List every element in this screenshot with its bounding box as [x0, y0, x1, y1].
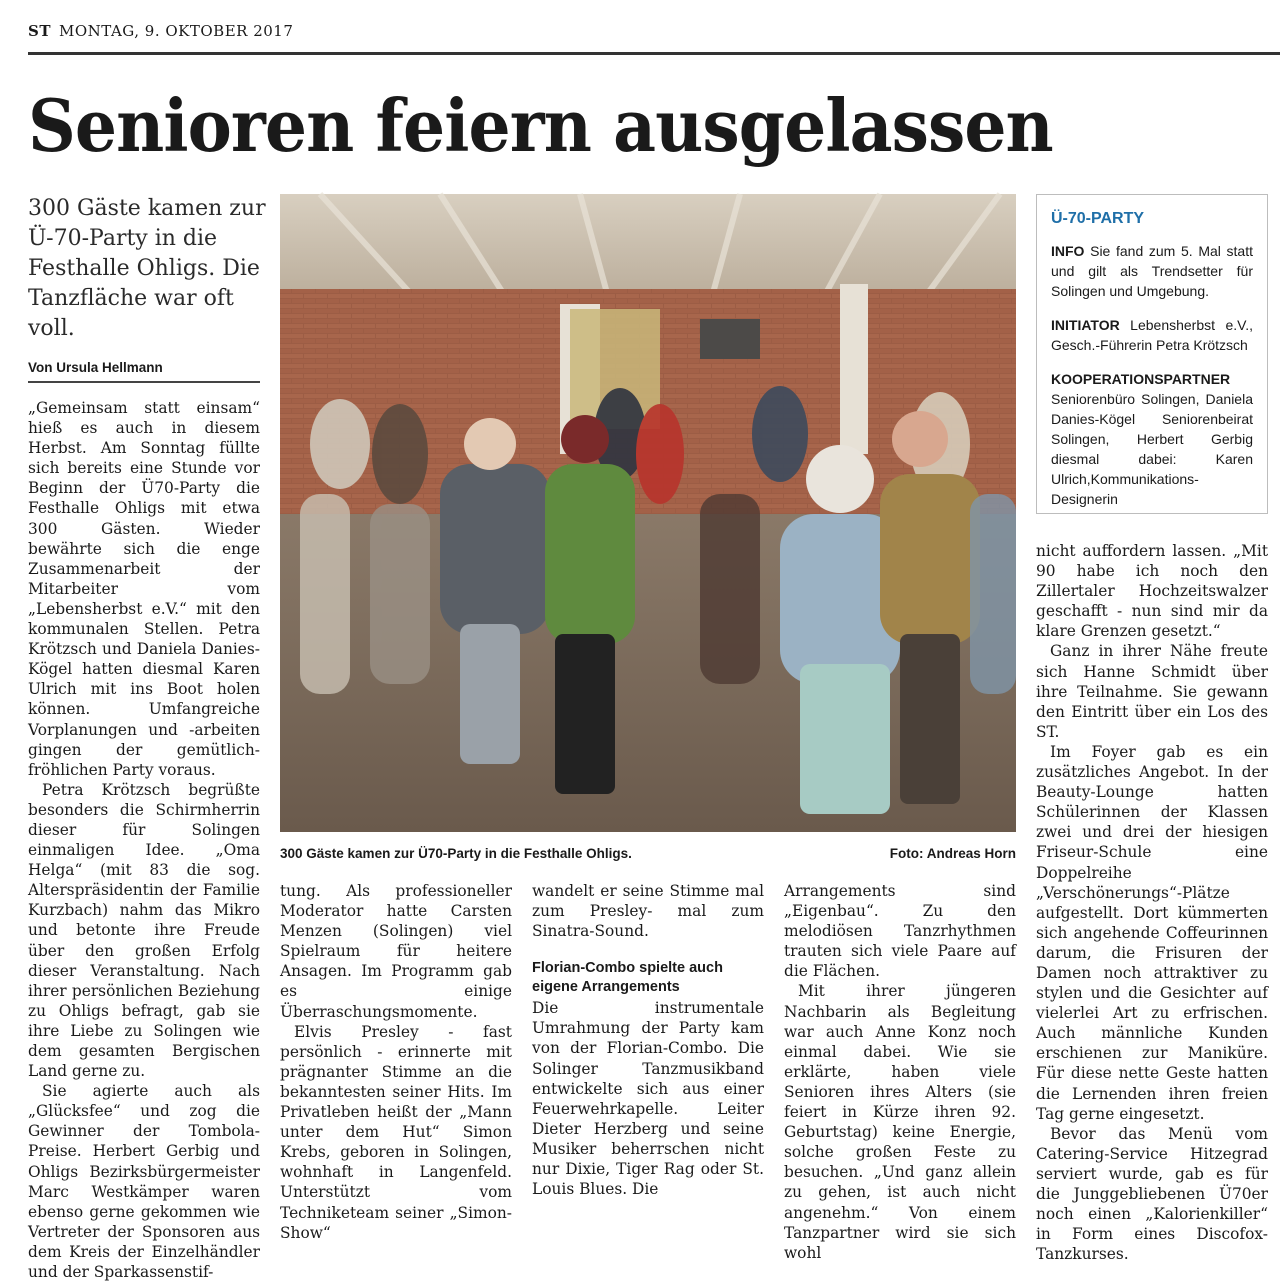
paragraph: Im Foyer gab es ein zusätzliches Angebot. In der Beauty-Lounge hatten Schülerinnen der Klassen zwei und drei der hiesigen Friseur-Schule eine Doppelreihe „Verschönerungs“-Plätze aufgestellt. Dort kümmerten sich angehende Coffeurinnen darum, die Frisuren der Damen noch attraktiver zu stylen und die Gesichter auf vielerlei Art zu erfrischen. Auch männliche Kunden erschienen zur Maniküre. Für diese nette Geste hatten die Lernenden ihren freien Tag gerne eingesetzt.: [1036, 742, 1268, 1123]
article-photo: [280, 194, 1016, 832]
info-box-title: Ü-70-PARTY: [1051, 210, 1145, 227]
paragraph: Sie agierte auch als „Glücksfee“ und zog die Gewinner der Tombola-Preise. Herbert Gerbig und Ohligs Bezirksbürgermeister Marc Westkämper waren ebenso gerne gekommen wie Vertreter der Sponsoren aus dem Kreis der Einzelhändler und der Sparkassenstif-: [28, 1082, 260, 1282]
partner-label: KOOPERATIONSPARTNER: [1051, 371, 1231, 387]
text-column-2: [280, 881, 512, 1243]
info-label: INFO: [1051, 243, 1085, 259]
dance-hall-photo: [280, 194, 1016, 832]
paragraph: Mit ihrer jüngeren Nachbarin als Begleitung war auch Anne Konz noch einmal dabei. Wie sie erklärte, haben viele Senioren ihres Alters (sie feiert in Kürze ihren 92. Geburtstag) keine Energie, solche großen Feste zu besuchen. „Und ganz allein zu gehen, ist auch nicht angenehm.“ Von einem Tanzpartner wird sie sich wohl: [784, 982, 1016, 1262]
paragraph: Elvis Presley - fast persönlich - erinnerte mit prägnanter Stimme an die bekanntesten seiner Hits. Im Privatleben heißt der „Mann unter dem Hut“ Simon Krebs, geboren in Solingen, wohnhaft in Langenfeld. Unterstützt vom Techniketeam seiner „Simon-Show“: [280, 1022, 512, 1242]
info-box-initiator: [1051, 315, 1253, 355]
info-box-partners: [1051, 369, 1253, 509]
paragraph: nicht auffordern lassen. „Mit 90 habe ich noch den Zillertaler Hochzeitswalzer geschafft - nun sind mir da klare Grenzen gesetzt.“: [1036, 542, 1268, 641]
text-column-4: [784, 881, 1016, 1263]
article-headline: Senioren feiern ausgelassen: [28, 83, 1053, 168]
paragraph: Petra Krötzsch begrüßte besonders die Schirmherrin dieser für Solingen einmaligen Idee. „Oma Helga“ (mit 83 die sog. Alterspräsidentin der Familie Kurzbach) nahm das Mikro und betonte ihre Freude über den großen Erfolg dieser Veranstaltung. Nach ihrer persönlichen Beziehung zu Ohligs befragt, gab sie ihre Liebe zu Solingen wie dem gesamten Bergischen Land gerne zu.: [28, 780, 260, 1081]
article-deck: 300 Gäste kamen zur Ü-70-Party in die Festhalle Ohligs. Die Tanzfläche war oft voll.: [28, 196, 266, 341]
paragraph: tung. Als professioneller Moderator hatte Carsten Menzen (Solingen) viel Spielraum für heitere Ansagen. Im Programm gab es einige Überraschungsmomente.: [280, 882, 512, 1021]
paragraph: Bevor das Menü vom Catering-Service Hitzegrad serviert wurde, gab es für die Junggebliebenen Ü70er noch einen „Kalorienkiller“ in Form eines Discofox-Tanzkurses.: [1036, 1124, 1268, 1264]
text-column-5: [1036, 541, 1268, 1264]
info-text: Sie fand zum 5. Mal statt und gilt als Trendsetter für Solingen und Umgebung.: [1051, 243, 1253, 299]
paragraph: Arrangements sind „Eigenbau“. Zu den melodiösen Tanzrhythmen trauten sich viele Paare auf die Flächen.: [784, 882, 1016, 981]
paragraph: Ganz in ihrer Nähe freute sich Hanne Schmidt über ihre Teilnahme. Sie gewann den Eintritt über ein Los des ST.: [1036, 642, 1268, 741]
info-box: [1036, 194, 1268, 514]
article-byline: Von Ursula Hellmann: [28, 360, 260, 383]
article-subhead: Florian-Combo spielte auch eigene Arrangements: [532, 960, 723, 996]
issue-date: MONTAG, 9. OKTOBER 2017: [59, 22, 294, 40]
page-folio: [28, 22, 293, 40]
text-column-1: [28, 398, 260, 1282]
photo-caption: 300 Gäste kamen zur Ü70-Party in die Festhalle Ohligs.: [280, 846, 632, 861]
photo-credit: Foto: Andreas Horn: [889, 846, 1016, 861]
paragraph: „Gemeinsam statt einsam“ hieß es auch in diesem Herbst. Am Sonntag füllte sich bereits eine Stunde vor Beginn der Ü70-Party die Festhalle Ohligs mit etwa 300 Gästen. Wieder bewährte sich die enge Zusammenarbeit der Mitarbeiter vom „Lebensherbst e.V.“ mit den kommunalen Stellen. Petra Krötzsch und Daniela Danies-Kögel hatten diesmal Karen Ulrich mit ins Boot holen können. Umfangreiche Vorplanungen und -arbeiten gingen der gemütlich-fröhlichen Party voraus.: [28, 399, 260, 779]
paper-abbreviation: ST: [28, 22, 51, 40]
header-rule: [28, 52, 1280, 55]
initiator-text: Lebensherbst e.V., Gesch.-Führerin Petra Krötzsch: [1051, 317, 1253, 353]
partner-text: Seniorenbüro Solingen, Daniela Danies-Kögel Seniorenbeirat Solingen, Herbert Gerbig diesmal dabei: Karen Ulrich,Kommunikations-Designerin: [1051, 391, 1253, 507]
text-column-3: [532, 881, 764, 1199]
initiator-label: INITIATOR: [1051, 317, 1120, 333]
info-box-info: [1051, 241, 1253, 301]
paragraph: wandelt er seine Stimme mal zum Presley- mal zum Sinatra-Sound.: [532, 882, 764, 941]
paragraph: Die instrumentale Umrahmung der Party kam von der Florian-Combo. Die Solinger Tanzmusikband entwickelte sich aus einer Feuerwehrkapelle. Leiter Dieter Herzberg und seine Musiker beherrschen nicht nur Dixie, Tiger Rag oder St. Louis Blues. Die: [532, 999, 764, 1199]
photo-caption-bar: [280, 846, 1016, 861]
